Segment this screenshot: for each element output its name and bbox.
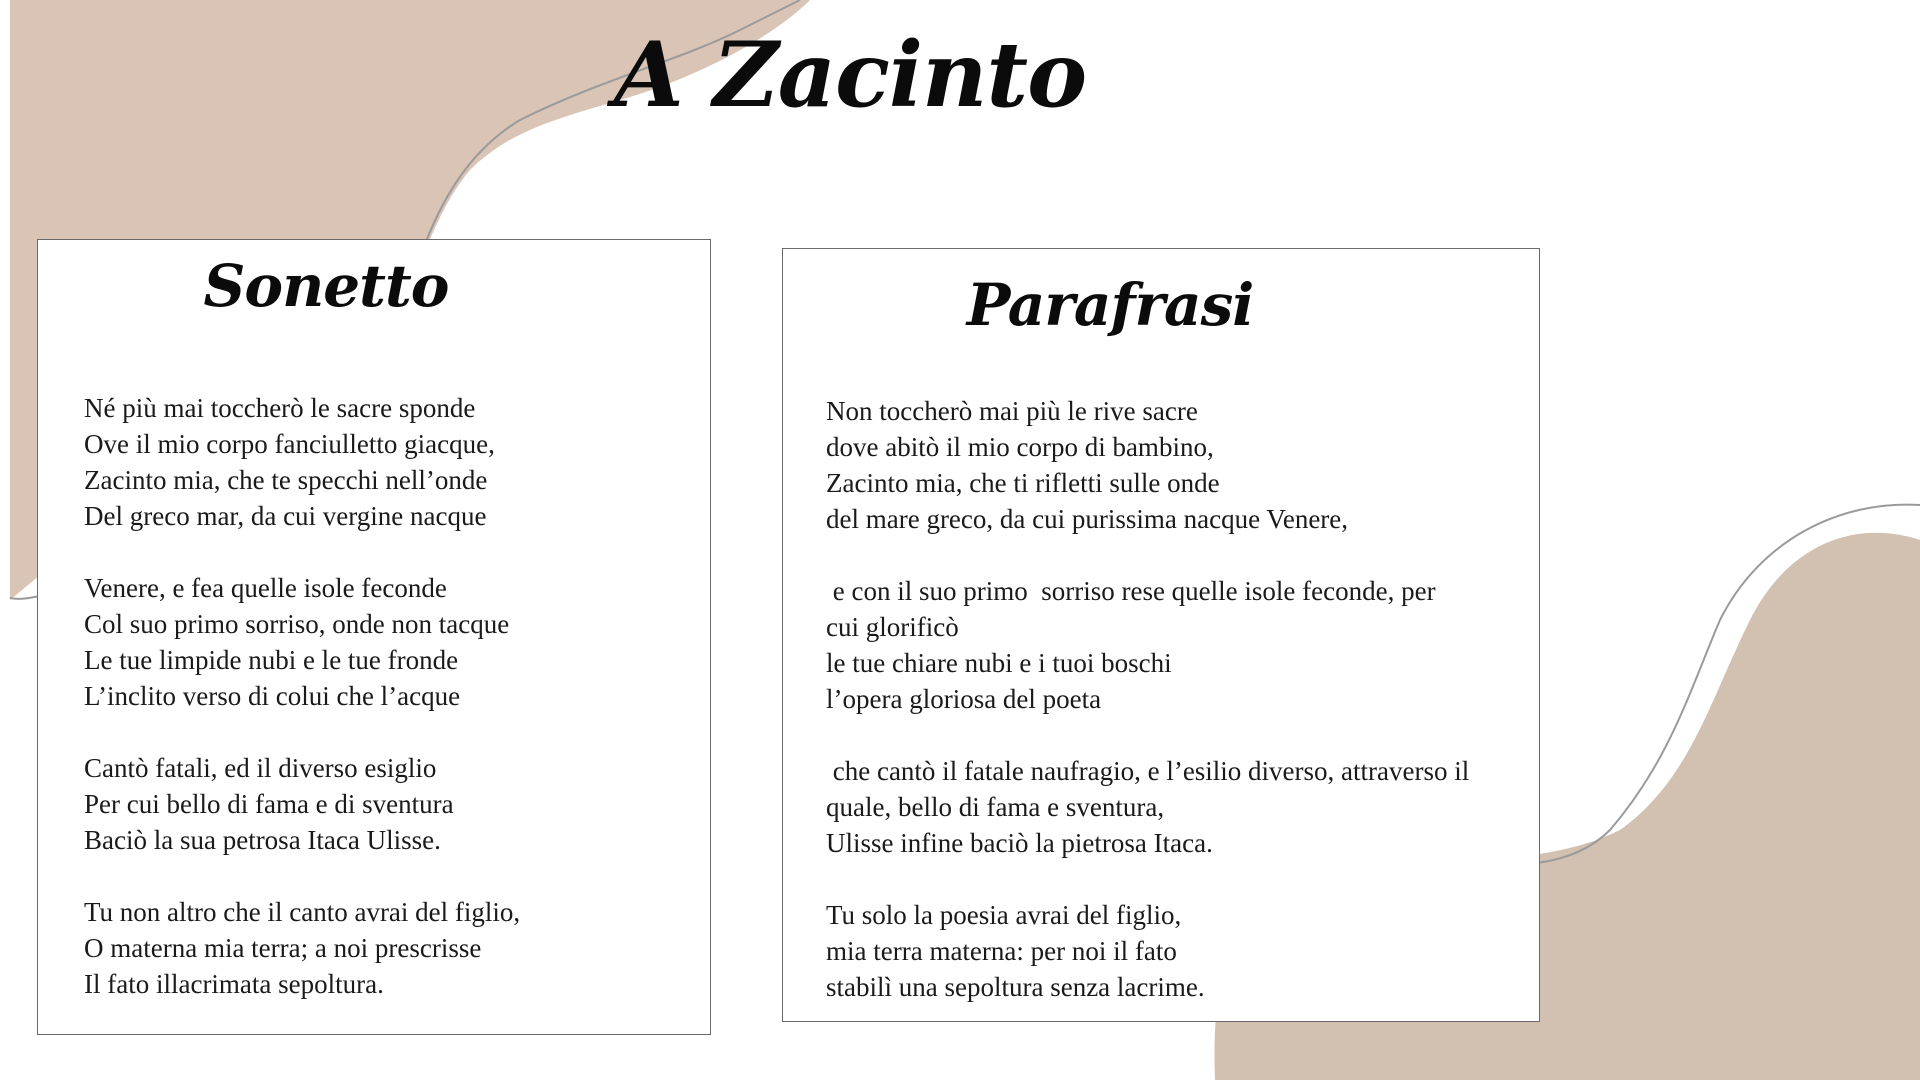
prose-line: Non toccherò mai più le rive sacre [826,396,1198,426]
verse-line: Ove il mio corpo fanciulletto giacque, [84,429,495,459]
prose-line: che cantò il fatale naufragio, e l’esilio diverso, attraverso il [826,756,1470,786]
prose-line: Zacinto mia, che ti rifletti sulle onde [826,468,1220,498]
page-title: A Zacinto [613,22,1087,128]
prose-line: Tu solo la poesia avrai del figlio, [826,900,1182,930]
stanza [826,753,1526,861]
prose-line: stabilì una sepoltura senza lacrime. [826,972,1205,1002]
sonetto-heading: Sonetto [203,252,449,320]
verse-line: Zacinto mia, che te specchi nell’onde [84,465,488,495]
verse-line: Per cui bello di fama e di sventura [84,789,454,819]
parafrasi-text [826,393,1526,1041]
prose-line: cui glorificò [826,612,959,642]
sonetto-panel [37,239,711,1035]
verse-line: Cantò fatali, ed il diverso esiglio [84,753,437,783]
verse-line: Baciò la sua petrosa Itaca Ulisse. [84,825,441,855]
sonetto-text [84,390,704,1038]
verse-line: O materna mia terra; a noi prescrisse [84,933,482,963]
prose-line: del mare greco, da cui purissima nacque Venere, [826,504,1349,534]
stanza [826,393,1526,537]
prose-line: e con il suo primo sorriso rese quelle isole feconde, per [826,576,1436,606]
stanza [84,390,704,534]
prose-line: quale, bello di fama e sventura, [826,792,1165,822]
stanza [84,570,704,714]
parafrasi-panel [782,248,1540,1022]
verse-line: Col suo primo sorriso, onde non tacque [84,609,510,639]
stanza [84,750,704,858]
verse-line: L’inclito verso di colui che l’acque [84,681,461,711]
prose-line: le tue chiare nubi e i tuoi boschi [826,648,1172,678]
prose-line: dove abitò il mio corpo di bambino, [826,432,1214,462]
stanza [84,894,704,1002]
parafrasi-heading: Parafrasi [966,271,1254,339]
prose-line: l’opera gloriosa del poeta [826,684,1102,714]
verse-line: Del greco mar, da cui vergine nacque [84,501,487,531]
verse-line: Né più mai toccherò le sacre sponde [84,393,476,423]
verse-line: Le tue limpide nubi e le tue fronde [84,645,459,675]
stanza [826,573,1526,717]
stanza [826,897,1526,1005]
verse-line: Tu non altro che il canto avrai del figlio, [84,897,521,927]
verse-line: Il fato illacrimata sepoltura. [84,969,384,999]
verse-line: Venere, e fea quelle isole feconde [84,573,447,603]
prose-line: Ulisse infine baciò la pietrosa Itaca. [826,828,1213,858]
prose-line: mia terra materna: per noi il fato [826,936,1177,966]
